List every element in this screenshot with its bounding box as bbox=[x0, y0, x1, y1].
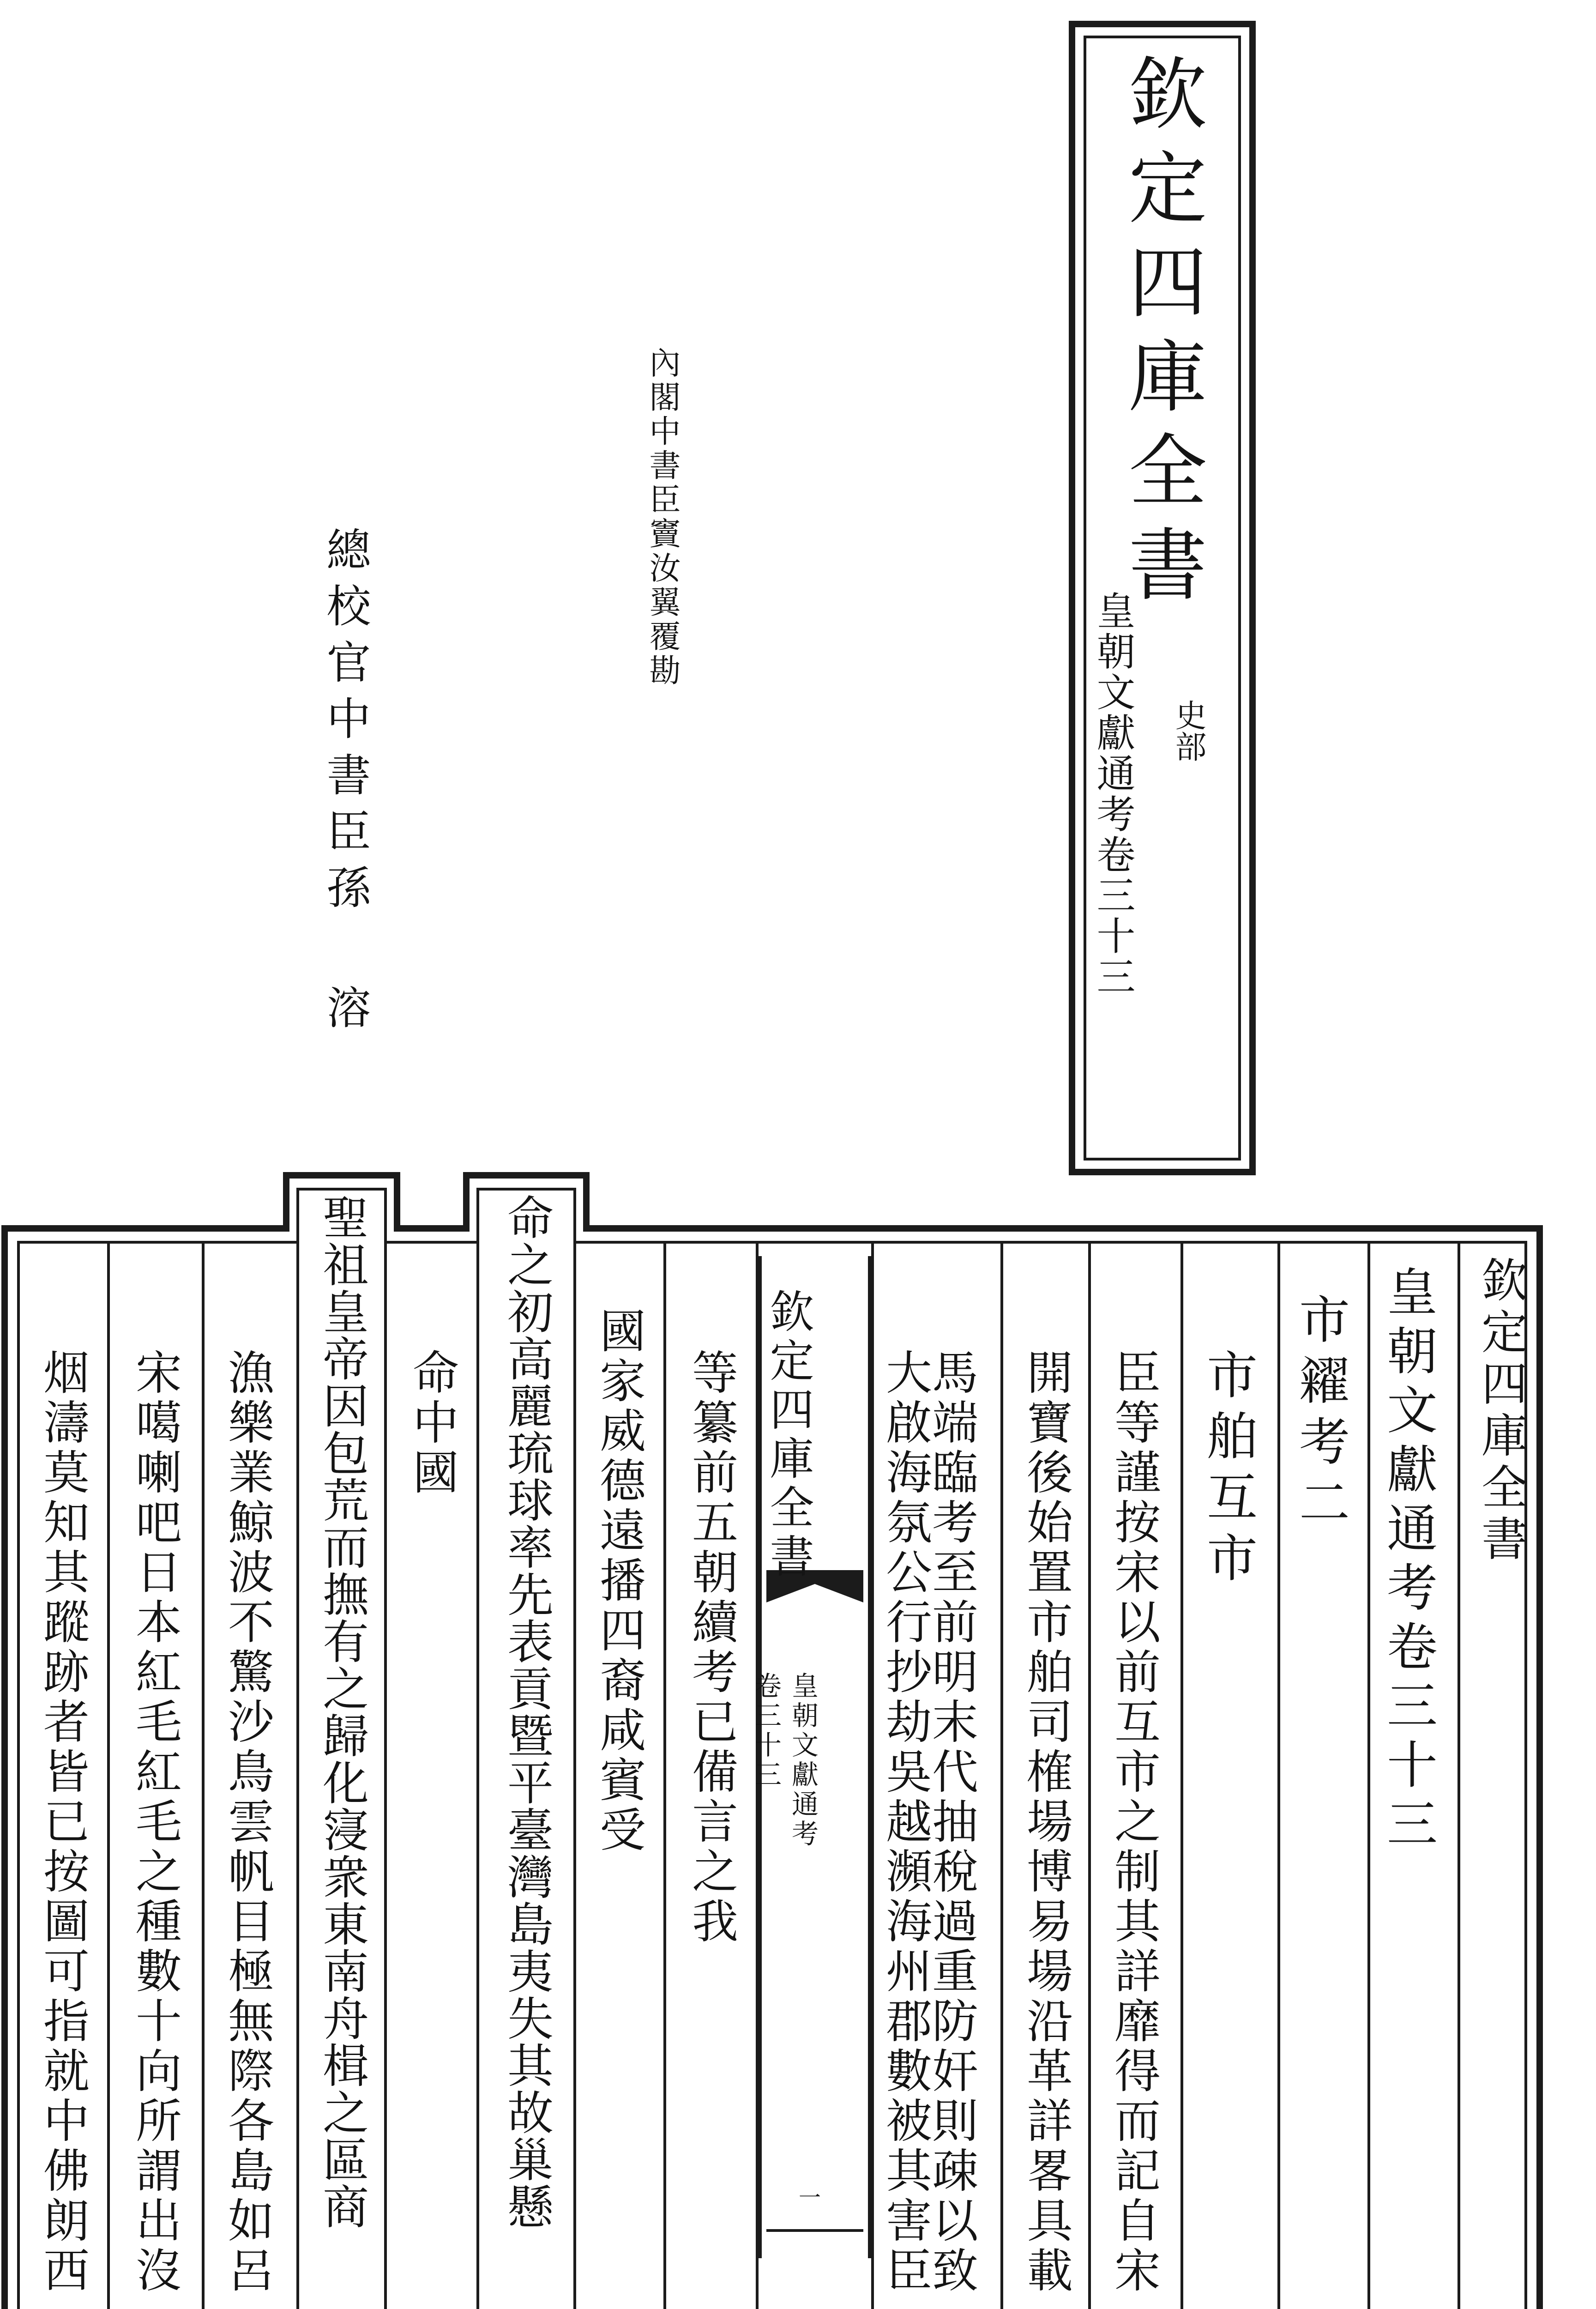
chief-collator-credit: 總校官中書臣孫 溶 bbox=[319, 526, 371, 1041]
text-column-1: 欽定四庫全書 bbox=[1474, 1256, 1528, 1566]
text-column-6: 開寶後始置市舶司榷場博易場沿革詳畧具載 bbox=[1019, 1348, 1073, 2296]
text-column-16: 烟濤莫知其蹤跡者皆已按圖可指就中佛朗西 bbox=[36, 1348, 90, 2296]
fold-collection-title: 欽定四庫全書 bbox=[763, 1288, 814, 1582]
text-column-11: 命之初高麗琉球率先表貢暨平臺灣島夷失其故巢懸 bbox=[500, 1194, 554, 2230]
text-column-15: 宋噶喇吧日本紅毛紅毛之種數十向所謂出沒 bbox=[128, 1348, 182, 2296]
text-column-9: 等纂前五朝續考已備言之我 bbox=[684, 1348, 738, 1947]
section-label: 史部 bbox=[1170, 699, 1206, 762]
text-column-13: 聖祖皇帝因包荒而撫有之歸化寖衆東南舟楫之區商 bbox=[315, 1194, 369, 2230]
text-column-10: 國家威德遠播四裔咸賓受 bbox=[592, 1307, 646, 1856]
text-column-8: 大啟海氛公行抄劫吳越瀕海州郡數被其害臣 bbox=[878, 1348, 932, 2296]
fold-leaf-number: 一 bbox=[799, 2185, 821, 2211]
fold-volume: 卷三十三 bbox=[750, 1672, 782, 1790]
text-column-5: 臣等謹按宋以前互市之制其詳靡得而記自宋 bbox=[1107, 1348, 1161, 2296]
text-column-3: 市糴考二 bbox=[1291, 1293, 1350, 1537]
text-column-7: 馬端臨考至前明末代抽稅過重防奸則疎以致 bbox=[924, 1348, 978, 2296]
book-title: 皇朝文獻通考卷三十三 bbox=[1090, 591, 1136, 997]
collator-credit: 內閣中書臣竇汝翼覆勘 bbox=[644, 346, 681, 688]
text-column-14: 漁樂業鯨波不驚沙鳥雲帆目極無際各島如呂 bbox=[220, 1348, 274, 2296]
text-column-4: 市舶互市 bbox=[1199, 1348, 1258, 1592]
collection-title: 欽定四庫全書 bbox=[1115, 53, 1206, 618]
text-column-12: 命中國 bbox=[405, 1348, 459, 1498]
text-column-2: 皇朝文獻通考卷三十三 bbox=[1379, 1265, 1438, 1856]
fold-book-title: 皇朝文獻通考 bbox=[787, 1672, 819, 1849]
